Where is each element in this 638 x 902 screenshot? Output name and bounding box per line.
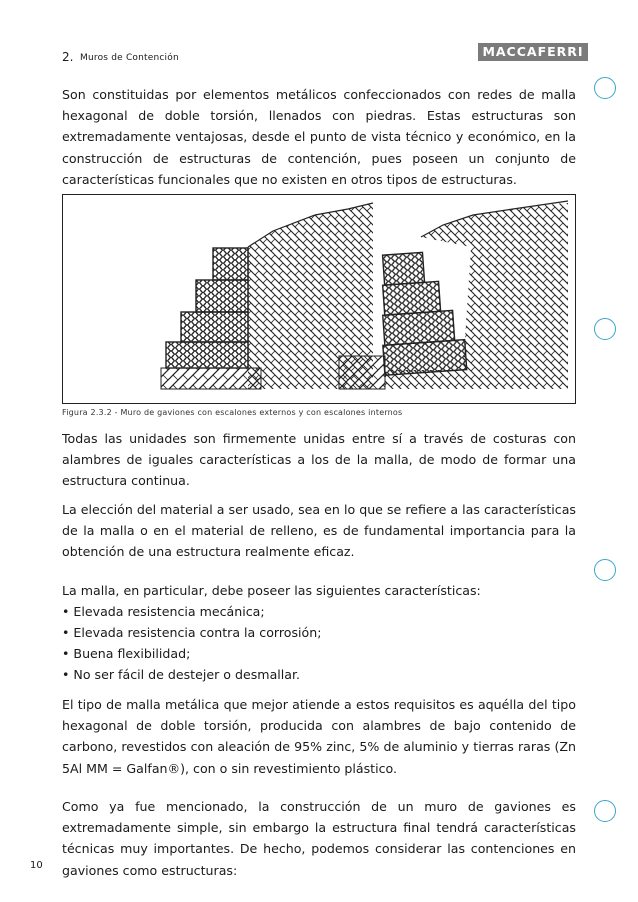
maccaferri-logo: MACCAFERRI	[478, 43, 588, 61]
figure-caption: Figura 2.3.2 - Muro de gaviones con escalones externos y con escalones internos	[62, 408, 403, 417]
paragraph-construction: Como ya fue mencionado, la construcción de un muro de gaviones es extremadamente simple, sin embargo la estructura final tendrá características técnicas muy importantes. De hecho, podemos considerar las contenciones en gaviones como estructuras:	[62, 799, 576, 878]
binder-hole-1	[594, 77, 616, 99]
paragraph-units: Todas las unidades son firmemente unidas entre sí a través de costuras con alambres de iguales características a los de la malla, de modo de formar una estructura continua.	[62, 431, 576, 489]
bullet-item: • Buena flexibilidad;	[62, 646, 191, 661]
bullet-item: • Elevada resistencia mecánica;	[62, 604, 265, 619]
bullet-item: • No ser fácil de destejer o desmallar.	[62, 667, 301, 682]
binder-hole-2	[594, 318, 616, 340]
binder-hole-3	[594, 559, 616, 581]
binder-hole-4	[594, 800, 616, 822]
figure-gabion-walls	[62, 194, 576, 404]
chapter-title: Muros de Contención	[80, 53, 179, 63]
paragraph-mesh: La malla, en particular, debe poseer las siguientes características:	[62, 583, 481, 598]
paragraph-material: La elección del material a ser usado, sea en lo que se refiere a las características de la malla o en el material de relleno, es de fundamental importancia para la obtención de una estructura realmente eficaz.	[62, 502, 576, 560]
gabion-wall-internal-steps	[339, 201, 568, 389]
chapter-number: 2.	[62, 50, 74, 64]
page-number: 10	[30, 860, 43, 871]
paragraph-wire: El tipo de malla metálica que mejor atiende a estos requisitos es aquélla del tipo hexagonal de doble torsión, producida con alambres de bajo contenido de carbono, revestidos con aleación de 95% zinc, 5% de aluminio y tierras raras (Zn 5Al MM = Galfan®), con o sin revestimiento plástico.	[62, 697, 576, 776]
paragraph-intro: Son constituidas por elementos metálicos confeccionados con redes de malla hexagonal de doble torsión, llenados con piedras. Estas estructuras son extremadamente ventajosas, desde el punto de vista técnico y económico, en la construcción de estructuras de contención, pues poseen un conjunto de características funcionales que no existen en otros tipos de estructuras.	[62, 87, 576, 187]
bullet-item: • Elevada resistencia contra la corrosión;	[62, 625, 322, 640]
